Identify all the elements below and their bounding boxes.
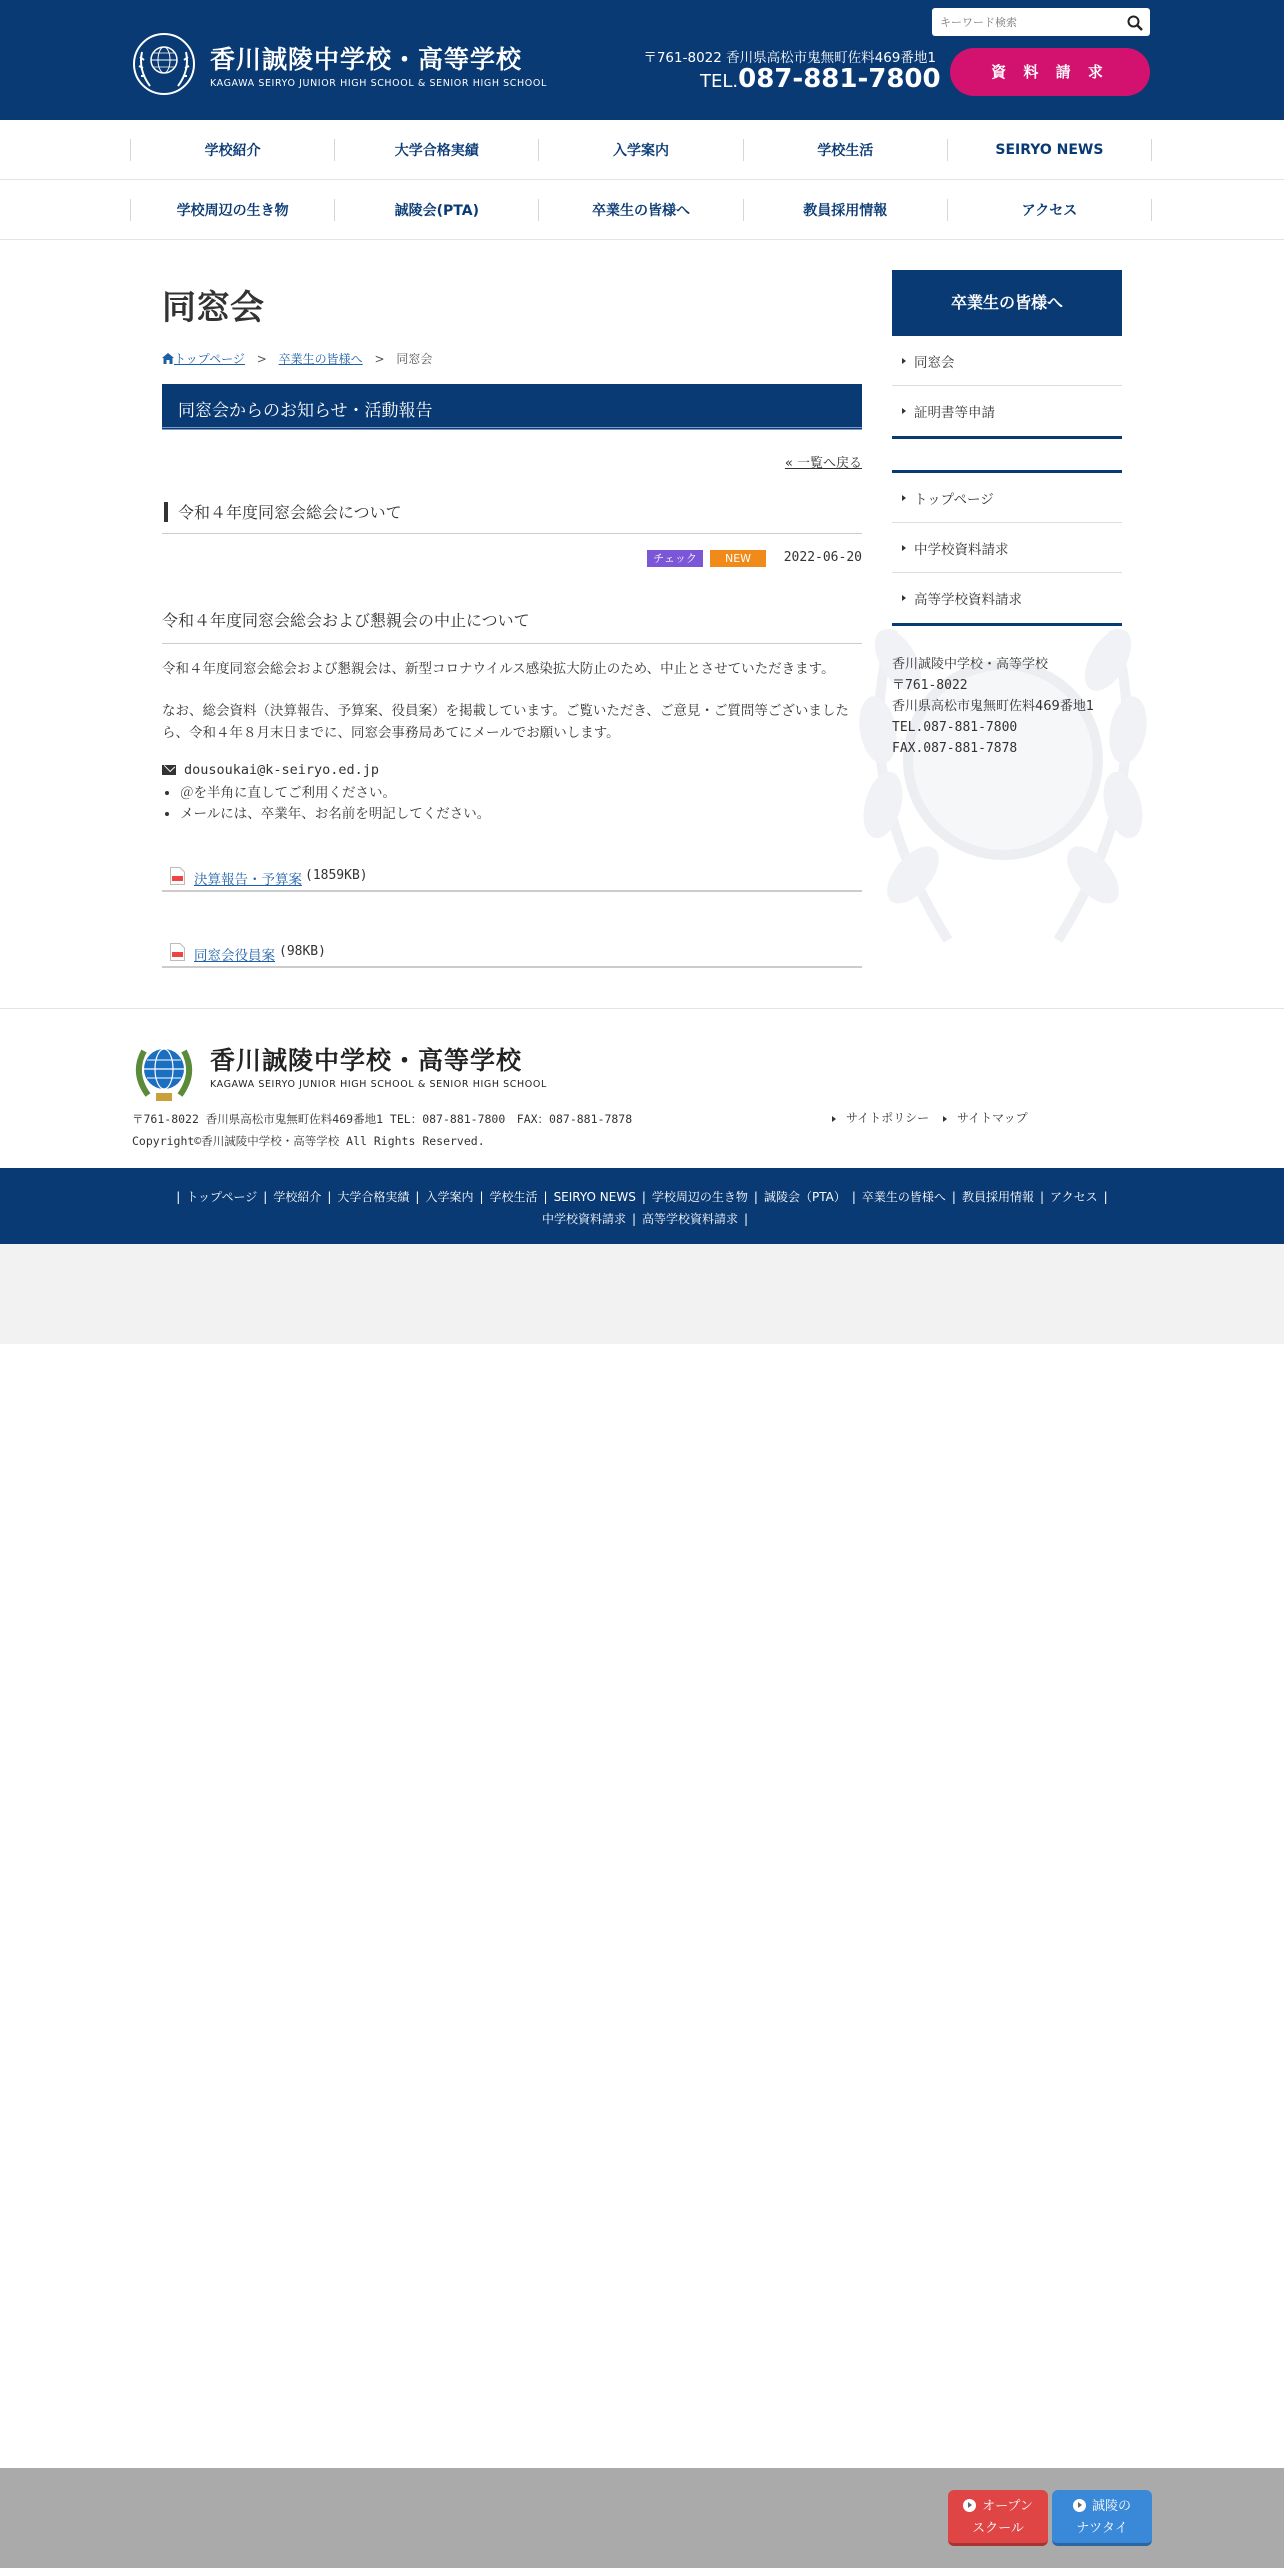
arrow-right-icon (902, 495, 906, 501)
post-title-text: 令和４年度同窓会総会について (178, 503, 402, 522)
footer-nav-item[interactable]: 教員採用情報 (961, 1190, 1034, 1204)
breadcrumb-home[interactable]: トップページ (174, 352, 245, 366)
school-name-en: KAGAWA SEIRYO JUNIOR HIGH SCHOOL & SENIOR HIGH SCHOOL (210, 78, 547, 89)
school-name: 香川誠陵中学校・高等学校 (210, 45, 523, 74)
contact-email (162, 762, 379, 778)
post-title (162, 500, 862, 534)
file-attachment (162, 864, 862, 892)
nav-recruitment[interactable]: 教員採用情報 (743, 199, 947, 221)
footer-address: 〒761-8022 香川県高松市鬼無町佐料469番地1 TEL：087-881-7800 FAX：087-881-7878 (132, 1112, 633, 1126)
section-heading-text: 同窓会からのお知らせ・活動報告 (178, 401, 433, 421)
sidebar-sub-menu (892, 336, 1122, 439)
site-policy-label: サイトポリシー (846, 1111, 930, 1125)
sidebar-links (892, 470, 1122, 626)
nav-access[interactable]: アクセス (947, 199, 1152, 221)
footer-nav-item[interactable]: 高等学校資料請求 (642, 1212, 739, 1226)
footer-nav-item[interactable]: 卒業生の皆様へ (861, 1190, 946, 1204)
site-policy-link[interactable] (832, 1111, 939, 1125)
footer-nav (0, 1168, 1284, 1244)
sitemap-label: サイトマップ (957, 1111, 1028, 1125)
sidebar-item-top[interactable] (892, 473, 1122, 523)
sidebar-item-label: 高等学校資料請求 (914, 592, 1022, 608)
pdf-icon (170, 943, 185, 961)
tel-number: 087-881-7800 (738, 64, 941, 94)
email-note: • メールには、卒業年、お名前を明記してください。 (180, 804, 490, 825)
arrow-right-icon (902, 358, 906, 364)
header-tel (700, 64, 941, 94)
sidebar-item-label: 中学校資料請求 (914, 541, 1009, 558)
footer-spacer (0, 1244, 1284, 1344)
open-school-label-1: オープン (982, 2499, 1033, 2514)
footer-nav-item[interactable]: 学校紹介 (273, 1190, 322, 1204)
envelope-icon (162, 765, 176, 775)
footer-nav-item[interactable]: 誠陵会（PTA） (763, 1190, 846, 1204)
sidebar-item-hs-request[interactable] (892, 573, 1122, 623)
sidebar-item-label: トップページ (914, 491, 994, 508)
footer (0, 1008, 1284, 1168)
open-school-button[interactable] (948, 2490, 1048, 2546)
school-emblem-icon (130, 30, 198, 102)
seiryo-summer-button[interactable] (1052, 2490, 1152, 2546)
sidebar-item-certificates[interactable] (892, 386, 1122, 436)
sitemap-link[interactable] (943, 1111, 1038, 1125)
nav-pta[interactable]: 誠陵会(PTA) (334, 199, 538, 221)
footer-links (832, 1109, 1038, 1126)
nav-university-results[interactable]: 大学合格実績 (334, 139, 538, 161)
page-title: 同窓会 (162, 288, 264, 328)
footer-nav-item[interactable]: 学校周辺の生き物 (651, 1190, 748, 1204)
file-size: (98KB) (279, 944, 326, 959)
footer-nav-item[interactable]: トップページ (186, 1190, 258, 1204)
file-link-officers[interactable]: 同窓会役員案 (194, 948, 275, 964)
sidebar-item-jh-request[interactable] (892, 523, 1122, 573)
article-paragraph-2: なお、総会資料（決算報告、予算案、役員案）を掲載しています。ご覧いただき、ご意見・ご質問等ございましたら、令和４年８月末日までに、同窓会事務局あてにメールでお願いします。 (162, 703, 849, 741)
email-notes (180, 783, 490, 825)
footer-nav-line: | トップページ | 学校紹介 | 大学合格実績 | 入学案内 | 学校生活 | SEIRYO NEWS | 学校周辺の生き物 | 誠陵会（PTA） | 卒業生の皆様へ | 教員採用情報 | アクセス | (176, 1190, 1108, 1204)
search-input[interactable] (932, 8, 1112, 36)
tag-new-badge: NEW (710, 550, 766, 567)
seiryo-label-1: 誠陵の (1091, 2499, 1131, 2514)
header-address: 〒761-8022 香川県高松市鬼無町佐料469番地1 (643, 50, 936, 66)
tel-prefix: TEL. (700, 71, 739, 92)
sidebar-heading: 卒業生の皆様へ (892, 270, 1122, 336)
footer-school-name-en: KAGAWA SEIRYO JUNIOR HIGH SCHOOL & SENIOR HIGH SCHOOL (210, 1079, 547, 1090)
tag-check-badge: チェック (647, 550, 703, 567)
article-subheading: 令和４年度同窓会総会および懇親会の中止について (162, 608, 862, 644)
breadcrumb-separator: > (256, 352, 267, 366)
file-link-budget[interactable]: 決算報告・予算案 (194, 872, 302, 888)
arrow-right-icon (902, 595, 906, 601)
sub-nav (0, 180, 1284, 240)
footer-copyright: Copyright©香川誠陵中学校・高等学校 All Rights Reserved. (132, 1134, 485, 1148)
sidebar-item-alumni[interactable] (892, 336, 1122, 386)
arrow-right-icon (832, 1116, 836, 1122)
sidebar-contact-info (892, 654, 1122, 759)
nav-admissions[interactable]: 入学案内 (538, 139, 742, 161)
sidebar-tel: TEL.087-881-7800 (892, 720, 1018, 735)
breadcrumb-current: 同窓会 (396, 352, 433, 366)
nav-school-life[interactable]: 学校生活 (743, 139, 947, 161)
footer-school-name: 香川誠陵中学校・高等学校 (210, 1046, 523, 1075)
floating-bar (0, 2468, 1284, 2568)
sidebar-zip: 〒761-8022 (892, 678, 968, 693)
nav-about[interactable]: 学校紹介 (130, 139, 334, 161)
open-school-label-2: スクール (972, 2521, 1024, 2536)
sidebar-item-label: 同窓会 (914, 354, 955, 371)
footer-nav-line: 中学校資料請求 | 高等学校資料請求 | (541, 1212, 749, 1226)
file-size: (1859KB) (305, 868, 368, 883)
email-address: dousoukai@k-seiryo.ed.jp (184, 762, 380, 778)
arrow-right-icon (902, 408, 906, 414)
arrow-right-icon (943, 1116, 947, 1122)
main-nav (0, 120, 1284, 180)
sidebar-item-label: 証明書等申請 (914, 405, 995, 421)
footer-nav-item[interactable]: 入学案内 (425, 1190, 474, 1204)
footer-nav-item[interactable]: 中学校資料請求 (541, 1212, 626, 1226)
search-box (932, 8, 1150, 36)
school-emblem-icon (130, 1033, 198, 1105)
play-circle-icon (1073, 2499, 1086, 2512)
section-heading (162, 384, 862, 430)
back-to-list-link[interactable]: « 一覧へ戻る (784, 456, 862, 471)
request-materials-button[interactable]: 資 料 請 求 (950, 48, 1150, 96)
article-paragraph-1: 令和４年度同窓会総会および懇親会は、新型コロナウイルス感染拡大防止のため、中止とさせていただきます。 (162, 661, 835, 677)
arrow-right-icon (902, 545, 906, 551)
post-meta (162, 550, 862, 570)
pdf-icon (170, 867, 185, 885)
seiryo-label-2: ナツタイ (1076, 2521, 1128, 2536)
footer-nav-item[interactable]: SEIRYO NEWS (553, 1190, 636, 1204)
breadcrumb-separator: > (374, 352, 385, 366)
breadcrumb-parent[interactable]: 卒業生の皆様へ (278, 352, 363, 366)
sidebar-address: 香川県高松市鬼無町佐料469番地1 (892, 699, 1095, 714)
home-icon (162, 353, 174, 364)
footer-nav-item[interactable]: アクセス (1050, 1190, 1098, 1204)
nav-seiryo-news[interactable]: SEIRYO NEWS (947, 139, 1152, 161)
sidebar-school-name: 香川誠陵中学校・高等学校 (892, 657, 1049, 672)
nav-creatures[interactable]: 学校周辺の生き物 (130, 199, 334, 221)
site-header (0, 0, 1284, 120)
post-date: 2022-06-20 (783, 550, 862, 565)
play-circle-icon (963, 2499, 976, 2512)
footer-logo[interactable] (130, 1033, 547, 1105)
search-icon[interactable] (1126, 14, 1144, 32)
sidebar-fax: FAX.087-881-7878 (892, 741, 1018, 756)
file-attachment (162, 940, 862, 968)
email-note: • ＠を半角に直してご利用ください。 (180, 783, 490, 804)
footer-nav-item[interactable]: 大学合格実績 (337, 1190, 410, 1204)
site-logo[interactable] (130, 30, 547, 102)
nav-graduates[interactable]: 卒業生の皆様へ (538, 199, 742, 221)
breadcrumb (162, 350, 432, 367)
footer-nav-item[interactable]: 学校生活 (489, 1190, 538, 1204)
